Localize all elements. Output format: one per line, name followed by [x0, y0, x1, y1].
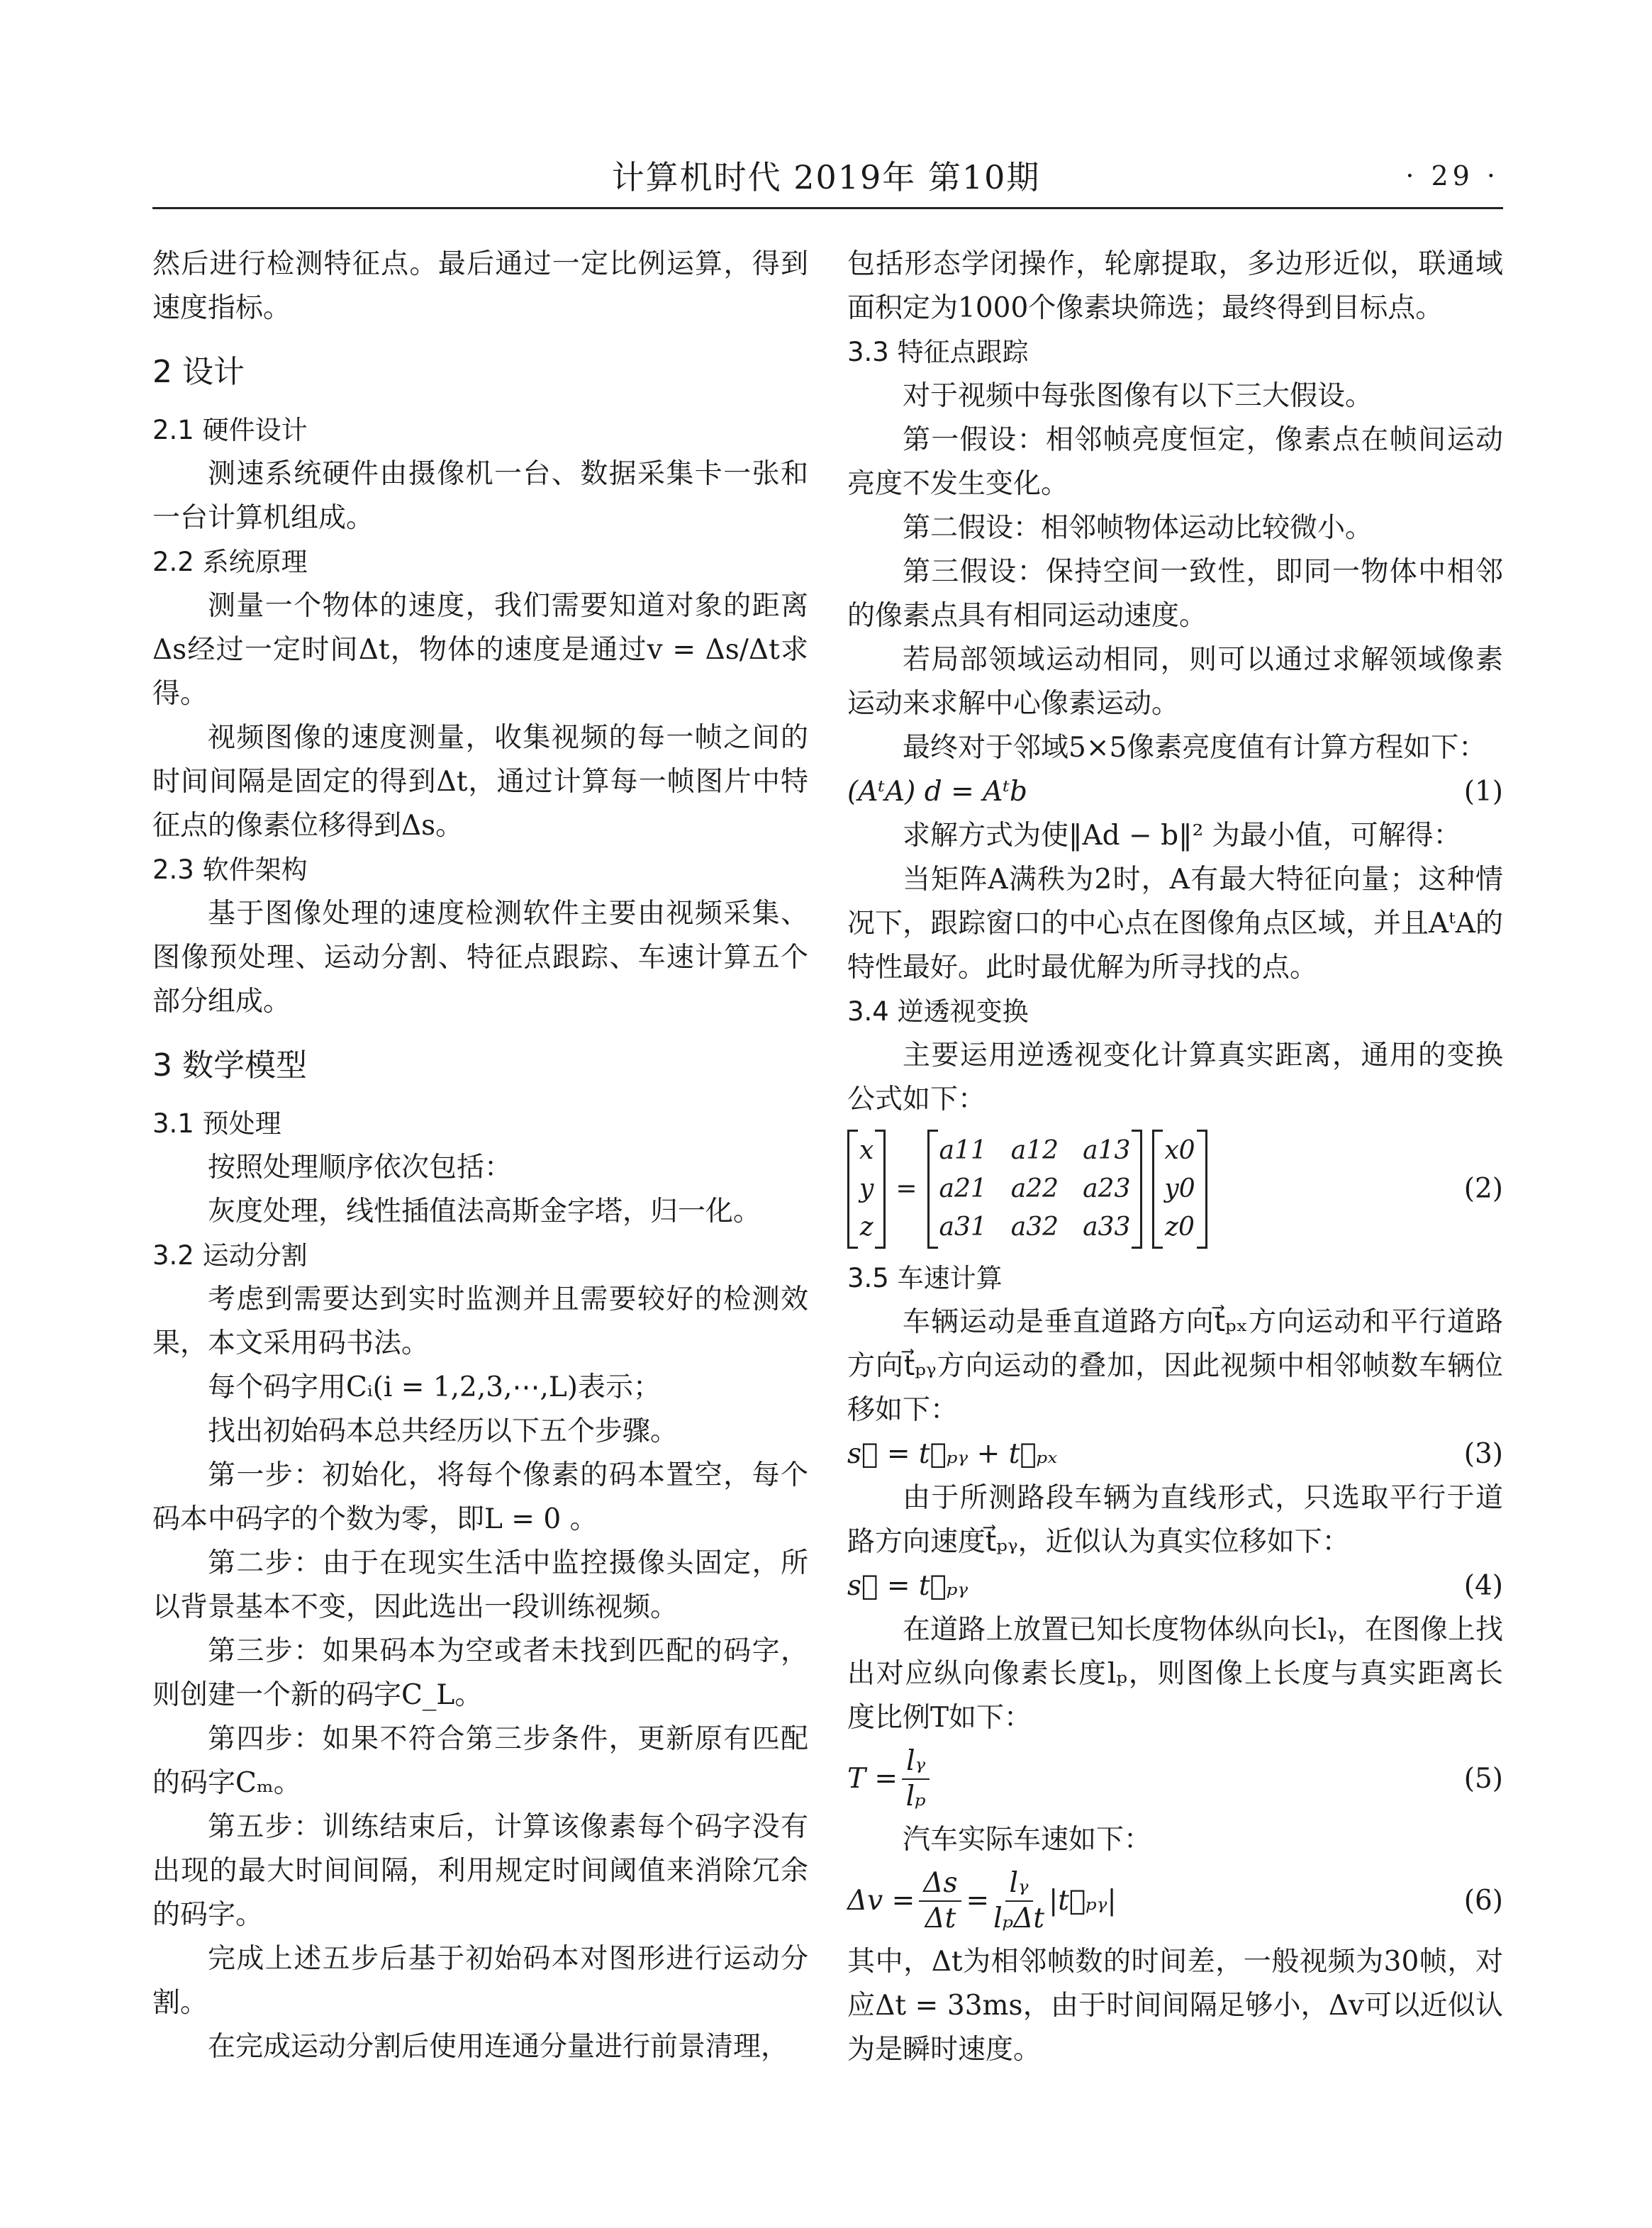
matrix-cell: x0	[1164, 1136, 1195, 1165]
denominator: lₚΔt	[993, 1903, 1045, 1934]
numerator: lᵧ	[902, 1744, 930, 1780]
paragraph: 若局部领域运动相同，则可以通过求解领域像素运动来求解中心像素运动。	[847, 644, 1503, 720]
subsection-heading-ipm: 3.4 逆透视变换	[847, 996, 1029, 1027]
vector-lhs	[847, 1130, 886, 1249]
matrix-cell: x	[859, 1136, 874, 1165]
equation-number: (4)	[1463, 1570, 1503, 1602]
paragraph: 第一步：初始化，将每个像素的码本置空，每个码本中码字的个数为零，即L = 0 。	[152, 1459, 808, 1535]
paragraph: 由于所测路段车辆为直线形式，只选取平行于道路方向速度t⃗ₚᵧ，近似认为真实位移如下：	[847, 1482, 1503, 1558]
matrix-cell: a11	[939, 1136, 987, 1165]
paragraph: 最终对于邻域5×5像素亮度值有计算方程如下：	[903, 732, 1487, 764]
paragraph: 其中，Δt为相邻帧数的时间差，一般视频为30帧，对应Δt = 33ms，由于时间间隔足够小，Δv可以近似认为是瞬时速度。	[847, 1946, 1503, 2066]
paragraph: 找出初始码本总共经历以下五个步骤。	[208, 1415, 679, 1447]
paragraph: 汽车实际车速如下：	[903, 1824, 1152, 1856]
equals-sign: =	[895, 1174, 917, 1203]
matrix-cell: a13	[1083, 1136, 1131, 1165]
equation-body: (AᵗA) d = Aᵗb	[847, 776, 1027, 808]
denominator: Δt	[925, 1903, 956, 1934]
equation-number: (2)	[1463, 1173, 1503, 1205]
paragraph: 第三假设：保持空间一致性，即同一物体中相邻的像素点具有相同运动速度。	[847, 556, 1503, 632]
left-column	[152, 243, 808, 2069]
paragraph: 考虑到需要达到实时监测并且需要较好的检测效果，本文采用码书法。	[152, 1283, 808, 1359]
paragraph: 灰度处理，线性插值法高斯金字塔，归一化。	[208, 1196, 761, 1227]
page-number: · 29 ·	[1405, 160, 1500, 191]
paragraph: 当矩阵A满秩为2时，A有最大特征向量；这种情况下，跟踪窗口的中心点在图像角点区域，并且AᵗA的特性最好。此时最优解为所寻找的点。	[847, 864, 1503, 984]
fraction	[902, 1744, 930, 1814]
matrix-cell: a33	[1083, 1213, 1131, 1242]
numerator: lᵧ	[1005, 1866, 1033, 1902]
section-heading-model: 3 数学模型	[152, 1047, 307, 1084]
equation-number: (1)	[1463, 776, 1503, 808]
subsection-heading-segmentation: 3.2 运动分割	[152, 1240, 308, 1271]
matrix-cell: a12	[1010, 1136, 1059, 1165]
abs-term: |t⃗ₚᵧ|	[1049, 1885, 1117, 1917]
paragraph: 完成上述五步后基于初始码本对图形进行运动分割。	[152, 1943, 808, 2019]
numerator: Δs	[919, 1866, 961, 1902]
paragraph: 第二步：由于在现实生活中监控摄像头固定，所以背景基本不变，因此选出一段训练视频。	[152, 1547, 808, 1623]
journal-header: 计算机时代 2019年 第10期	[611, 158, 1041, 196]
equals-sign: =	[966, 1885, 990, 1917]
equation-5	[847, 1740, 1503, 1818]
equation-2	[847, 1122, 1503, 1257]
paragraph: 对于视频中每张图像有以下三大假设。	[903, 380, 1373, 412]
paragraph: 第四步：如果不符合第三步条件，更新原有匹配的码字Cₘ。	[152, 1723, 808, 1799]
matrix-cell: y	[859, 1174, 874, 1203]
paragraph: 第三步：如果码本为空或者未找到匹配的码字，则创建一个新的码字C_L。	[152, 1635, 808, 1711]
equation-number: (3)	[1463, 1438, 1503, 1470]
matrix-cell: z0	[1165, 1213, 1195, 1242]
matrix-cell: a21	[939, 1174, 987, 1203]
equation-body: s⃗ = t⃗ₚᵧ	[847, 1570, 969, 1602]
equation-body: s⃗ = t⃗ₚᵧ + t⃗ₚₓ	[847, 1438, 1058, 1470]
equation-6	[847, 1862, 1503, 1940]
fraction	[993, 1866, 1044, 1936]
subsection-heading-software: 2.3 软件架构	[152, 854, 308, 885]
equation-lhs: Δv =	[847, 1885, 915, 1917]
subsection-heading-tracking: 3.3 特征点跟踪	[847, 337, 1029, 367]
equation-1	[847, 770, 1503, 814]
paragraph: 第二假设：相邻帧物体运动比较微小。	[903, 512, 1373, 544]
vector-rhs	[1152, 1130, 1207, 1249]
paragraph: 然后进行检测特征点。最后通过一定比例运算，得到速度指标。	[152, 248, 808, 324]
paragraph: 基于图像处理的速度检测软件主要由视频采集、图像预处理、运动分割、特征点跟踪、车速计算五个部分组成。	[152, 898, 808, 1018]
paragraph: 测速系统硬件由摄像机一台、数据采集卡一张和一台计算机组成。	[152, 458, 808, 534]
subsection-heading-hardware: 2.1 硬件设计	[152, 415, 308, 445]
subsection-heading-system: 2.2 系统原理	[152, 547, 308, 577]
equation-lhs: T =	[847, 1763, 898, 1795]
equation-body	[847, 1866, 1117, 1936]
paragraph: 第五步：训练结束后，计算该像素每个码字没有出现的最大时间间隔，利用规定时间阈值来消除冗余的码字。	[152, 1811, 808, 1931]
paragraph: 求解方式为使‖Ad − b‖² 为最小值，可解得：	[903, 820, 1461, 852]
matrix-equation	[847, 1130, 1207, 1249]
paragraph: 每个码字用Cᵢ(i = 1,2,3,⋯,L)表示；	[208, 1371, 661, 1403]
paragraph: 包括形态学闭操作，轮廓提取，多边形近似，联通域面积定为1000个像素块筛选；最终得到目标点。	[847, 248, 1503, 324]
matrix-a	[927, 1130, 1143, 1249]
paragraph: 按照处理顺序依次包括：	[208, 1152, 513, 1183]
equation-body	[847, 1744, 934, 1814]
denominator: lₚ	[905, 1781, 926, 1812]
right-column	[847, 243, 1503, 2072]
matrix-cell: a22	[1010, 1174, 1059, 1203]
paragraph: 车辆运动是垂直道路方向t⃗ₚₓ方向运动和平行道路方向t⃗ₚᵧ方向运动的叠加，因此视频中相邻帧数车辆位移如下：	[847, 1306, 1503, 1426]
subsection-heading-preprocess: 3.1 预处理	[152, 1108, 281, 1139]
equation-3	[847, 1432, 1503, 1476]
matrix-cell: z	[859, 1213, 874, 1242]
paragraph: 第一假设：相邻帧亮度恒定，像素点在帧间运动亮度不发生变化。	[847, 424, 1503, 500]
paragraph: 在完成运动分割后使用连通分量进行前景清理，	[208, 2031, 789, 2063]
equation-number: (6)	[1463, 1885, 1503, 1917]
fraction	[919, 1866, 961, 1936]
paragraph: 主要运用逆透视变化计算真实距离，通用的变换公式如下：	[847, 1040, 1503, 1115]
matrix-cell: a23	[1083, 1174, 1131, 1203]
paragraph: 在道路上放置已知长度物体纵向长lᵧ，在图像上找出对应纵向像素长度lₚ，则图像上长度与真实距离长度比例T如下：	[847, 1614, 1503, 1734]
section-heading-design: 2 设计	[152, 354, 245, 390]
equation-number: (5)	[1463, 1763, 1503, 1795]
paragraph: 视频图像的速度测量，收集视频的每一帧之间的时间间隔是固定的得到Δt，通过计算每一帧图片中特征点的像素位移得到Δs。	[152, 722, 808, 842]
equation-4	[847, 1564, 1503, 1608]
matrix-cell: y0	[1164, 1174, 1195, 1203]
header-rule	[152, 207, 1503, 209]
subsection-heading-speed: 3.5 车速计算	[847, 1263, 1003, 1293]
matrix-cell: a31	[939, 1213, 987, 1242]
matrix-cell: a32	[1010, 1213, 1059, 1242]
paragraph: 测量一个物体的速度，我们需要知道对象的距离Δs经过一定时间Δt，物体的速度是通过v = Δs/Δt求得。	[152, 590, 808, 710]
